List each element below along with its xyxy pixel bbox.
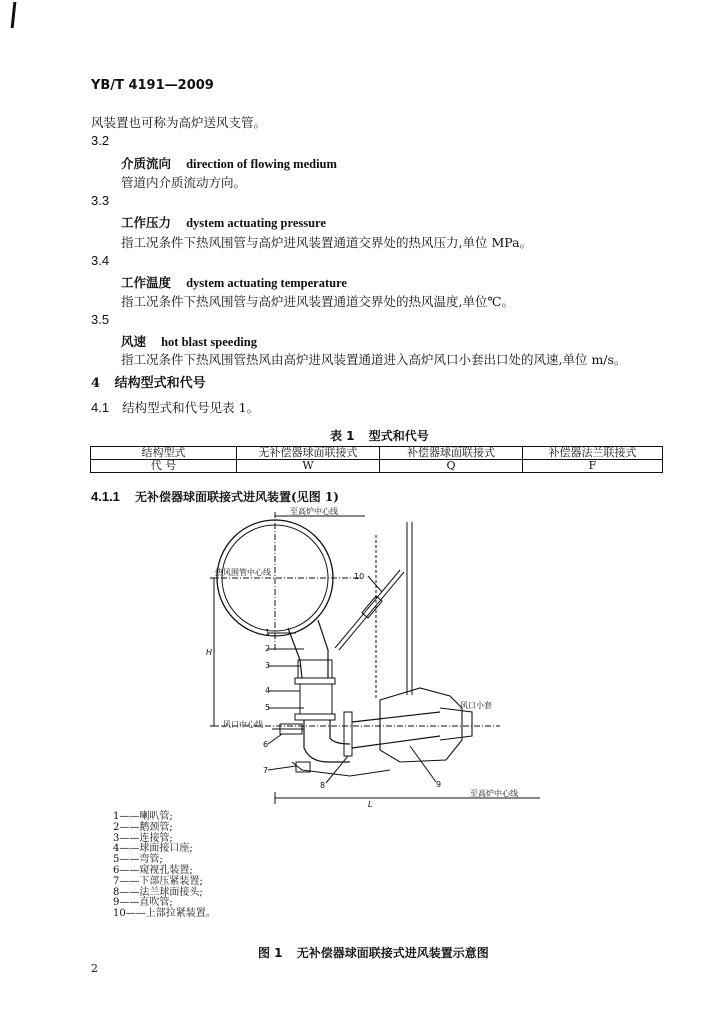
leader-line xyxy=(410,746,436,782)
label-dimension-L: L xyxy=(368,800,373,809)
upper-tie-rod xyxy=(335,570,400,648)
intro-line: 风装置也可称为高炉送风支管。 xyxy=(91,115,267,130)
table-caption xyxy=(330,427,429,444)
label-to-furnace-bottom: 至高炉中心线 xyxy=(470,789,518,798)
part-number: 8 xyxy=(320,781,326,790)
tuyere-cone xyxy=(440,708,472,740)
label-ring-centerline: 热风围管中心线 xyxy=(215,568,271,577)
doc-code: YB/T 4191—2009 xyxy=(91,78,214,93)
legend-item: 8——法兰球面接头; xyxy=(113,886,203,898)
upper-tie-rod xyxy=(339,572,404,650)
term-line xyxy=(121,331,257,350)
label-tuyere-centerline: 风口中心线 xyxy=(223,720,263,729)
term-en: direction of flowing medium xyxy=(186,157,337,171)
part-number: 3 xyxy=(265,661,271,670)
part-number: 6 xyxy=(263,740,269,749)
leader-line xyxy=(268,734,282,744)
blowpipe xyxy=(352,712,440,748)
legend-item: 5——弯管; xyxy=(113,854,163,866)
table-header-cell: 补偿器球面联接式 xyxy=(380,447,523,460)
term-description: 指工况条件下热风围管与高炉进风装置通道交界处的热风温度,单位℃。 xyxy=(121,294,514,309)
term-en: dystem actuating temperature xyxy=(186,276,347,290)
section-heading-title: 结构型式和代号 xyxy=(114,376,206,391)
leader-line xyxy=(368,576,382,592)
part-number: 1 xyxy=(265,628,271,637)
term-description: 指工况条件下热风围管与高炉进风装置通道交界处的热风压力,单位 MPa。 xyxy=(121,235,533,250)
clause-4-1 xyxy=(91,397,259,416)
clause-text: 无补偿器球面联接式进风装置(见图 1) xyxy=(135,490,339,504)
clause-text: 结构型式和代号见表 1。 xyxy=(122,400,260,415)
table-cell: 代 号 xyxy=(91,460,237,473)
section-heading-num: 4 xyxy=(91,376,101,391)
section-number: 3.4 xyxy=(91,253,110,268)
legend-item: 3——连接管; xyxy=(113,832,173,844)
leader-line xyxy=(326,756,348,783)
label-dimension-H: H xyxy=(206,648,213,657)
term-en: dystem actuating pressure xyxy=(186,216,326,230)
table-row xyxy=(91,460,663,473)
term-line xyxy=(121,272,347,291)
flange-ring xyxy=(295,714,335,720)
section-heading xyxy=(91,372,206,391)
scan-mark xyxy=(11,2,17,28)
legend-item: 4——球面接口座; xyxy=(113,843,193,855)
tuyere-stock xyxy=(380,688,462,762)
part-number: 5 xyxy=(265,703,271,712)
legend-item: 7——下部压紧装置; xyxy=(113,875,203,887)
table-caption-title: 型式和代号 xyxy=(368,429,429,443)
ball-socket-seat xyxy=(300,684,332,718)
structure-type-table xyxy=(90,446,663,473)
turnbuckle xyxy=(362,596,382,618)
table-header-cell: 无补偿器球面联接式 xyxy=(237,447,380,460)
term-cn: 介质流向 xyxy=(121,156,172,171)
label-to-furnace-top: 至高炉中心线 xyxy=(290,507,338,516)
term-cn: 工作压力 xyxy=(121,215,172,230)
table-header-cell: 补偿器法兰联接式 xyxy=(523,447,663,460)
flange-ring xyxy=(295,678,335,684)
section-number: 3.5 xyxy=(91,312,110,327)
figure-caption-num: 图 1 xyxy=(258,946,283,960)
term-line xyxy=(121,153,337,172)
legend-item: 10——上部拉紧装置。 xyxy=(113,908,216,920)
leader-line xyxy=(268,766,296,770)
figure-legend xyxy=(113,812,216,920)
term-description: 管道内介质流动方向。 xyxy=(121,175,247,190)
clause-number: 4.1.1 xyxy=(91,489,120,504)
legend-item: 1——喇叭管; xyxy=(113,811,173,822)
term-line xyxy=(121,212,326,231)
table-cell: Q xyxy=(380,460,523,473)
term-en: hot blast speeding xyxy=(161,335,257,349)
legend-item: 2——鹅颈管; xyxy=(113,821,173,833)
figure-caption xyxy=(258,944,489,961)
table-header-row xyxy=(91,447,663,460)
part-number: 7 xyxy=(263,766,269,775)
flange-ball-joint xyxy=(344,712,352,756)
term-cn: 风速 xyxy=(121,334,147,349)
part-number: 4 xyxy=(265,686,271,695)
term-description: 指工况条件下热风围管热风由高炉进风装置通道进入高炉风口小套出口处的风速,单位 m/s。 xyxy=(121,352,627,367)
section-number: 3.2 xyxy=(91,133,110,148)
term-cn: 工作温度 xyxy=(121,275,172,290)
page-number: 2 xyxy=(91,962,98,975)
table-caption-num: 表 1 xyxy=(330,429,355,443)
legend-item: 6——窥视孔装置; xyxy=(113,864,193,876)
label-tuyere-cover: 风口小套 xyxy=(460,701,492,710)
legend-item: 9——直吹管; xyxy=(113,897,173,909)
section-number: 3.3 xyxy=(91,193,110,208)
clause-number: 4.1 xyxy=(91,400,110,415)
table-header-cell: 结构型式 xyxy=(91,447,237,460)
part-number: 10 xyxy=(354,572,365,581)
table-cell: F xyxy=(523,460,663,473)
part-number: 2 xyxy=(265,644,271,653)
table-cell: W xyxy=(237,460,380,473)
figure-caption-title: 无补偿器球面联接式进风装置示意图 xyxy=(296,946,489,960)
part-number: 9 xyxy=(436,780,442,789)
figure-1-drawing xyxy=(200,500,560,810)
